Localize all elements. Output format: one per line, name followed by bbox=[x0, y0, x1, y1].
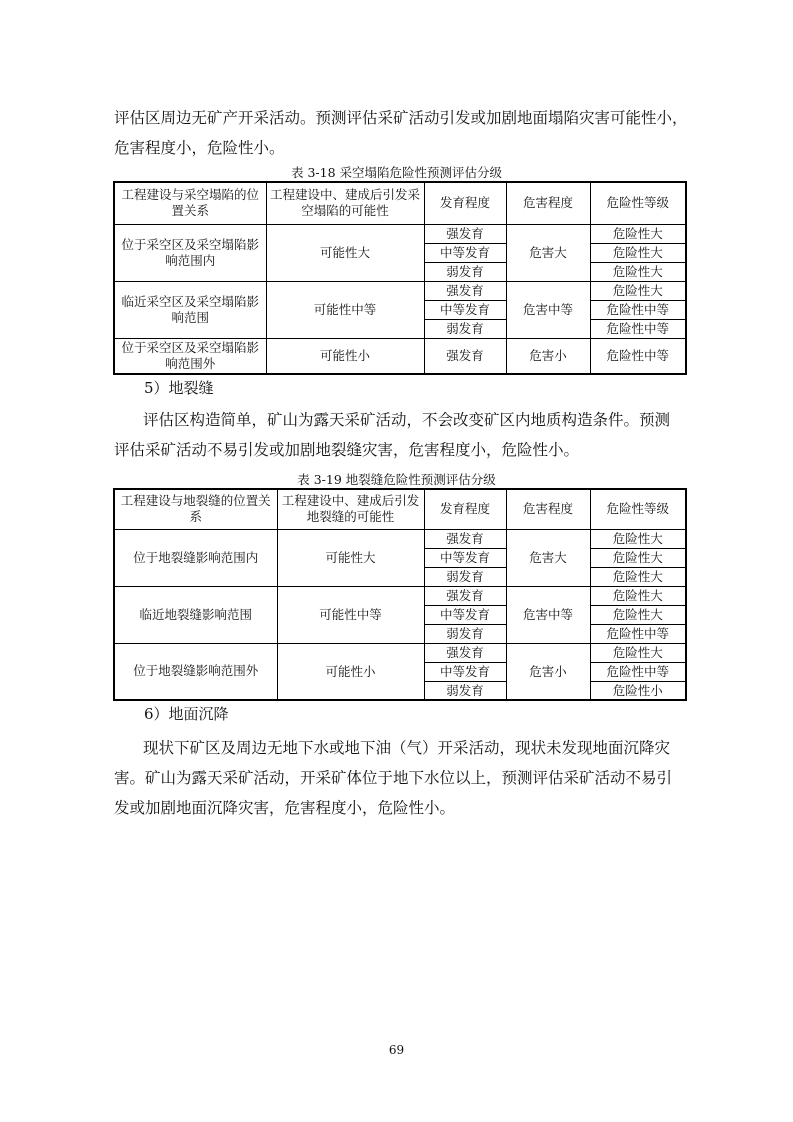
development-cell: 弱发育 bbox=[424, 319, 506, 338]
harm-cell: 危害中等 bbox=[506, 281, 590, 338]
harm-cell: 危害中等 bbox=[506, 586, 590, 643]
possibility-cell: 可能性中等 bbox=[277, 586, 424, 643]
intro-line-2: 危害程度小，危险性小。 bbox=[114, 139, 285, 157]
development-cell: 弱发育 bbox=[424, 681, 506, 700]
table-row bbox=[114, 586, 686, 605]
development-cell: 强发育 bbox=[424, 224, 506, 243]
table-3-18 bbox=[113, 181, 687, 375]
table-row bbox=[114, 529, 686, 548]
possibility-cell: 可能性中等 bbox=[266, 281, 424, 338]
possibility-cell: 可能性小 bbox=[266, 338, 424, 374]
development-cell: 弱发育 bbox=[424, 567, 506, 586]
possibility-cell: 可能性大 bbox=[266, 224, 424, 281]
possibility-cell: 可能性大 bbox=[277, 529, 424, 586]
section-5-line-1: 评估区构造简单，矿山为露天采矿活动，不会改变矿区内地质构造条件。预测 bbox=[143, 411, 671, 429]
risk-cell: 危险性中等 bbox=[590, 319, 686, 338]
header-cell: 工程建设与地裂缝的位置关系 bbox=[114, 489, 277, 529]
header-cell: 危险性等级 bbox=[590, 489, 686, 529]
section-6-line-3: 发或加剧地面沉降灾害，危害程度小，危险性小。 bbox=[114, 799, 456, 817]
table-row bbox=[114, 281, 686, 300]
header-row bbox=[114, 182, 686, 224]
position-cell: 临近地裂缝影响范围 bbox=[114, 586, 277, 643]
intro-paragraph bbox=[114, 103, 689, 163]
harm-cell: 危害大 bbox=[506, 529, 590, 586]
risk-cell: 危险性中等 bbox=[590, 662, 686, 681]
development-cell: 强发育 bbox=[424, 586, 506, 605]
risk-cell: 危险性大 bbox=[590, 548, 686, 567]
harm-cell: 危害小 bbox=[506, 643, 590, 700]
section-6-line-2: 害。矿山为露天采矿活动，开采矿体位于地下水位以上，预测评估采矿活动不易引 bbox=[114, 769, 673, 787]
table-row bbox=[114, 338, 686, 374]
development-cell: 中等发育 bbox=[424, 243, 506, 262]
risk-cell: 危险性大 bbox=[590, 224, 686, 243]
header-cell: 危险性等级 bbox=[590, 182, 686, 224]
harm-cell: 危害大 bbox=[506, 224, 590, 281]
position-cell: 位于地裂缝影响范围内 bbox=[114, 529, 277, 586]
section-5-line-2: 评估采矿活动不易引发或加剧地裂缝灾害，危害程度小，危险性小。 bbox=[114, 441, 580, 459]
development-cell: 弱发育 bbox=[424, 262, 506, 281]
section-5-paragraph bbox=[114, 405, 718, 465]
header-cell: 工程建设中、建成后引发采空塌陷的可能性 bbox=[266, 182, 424, 224]
header-cell: 危害程度 bbox=[506, 182, 590, 224]
risk-cell: 危险性大 bbox=[590, 567, 686, 586]
header-cell: 发育程度 bbox=[424, 182, 506, 224]
header-cell: 工程建设中、建成后引发地裂缝的可能性 bbox=[277, 489, 424, 529]
development-cell: 强发育 bbox=[424, 281, 506, 300]
development-cell: 中等发育 bbox=[424, 548, 506, 567]
header-cell: 工程建设与采空塌陷的位置关系 bbox=[114, 182, 266, 224]
intro-line-1: 评估区周边无矿产开采活动。预测评估采矿活动引发或加剧地面塌陷灾害可能性小， bbox=[114, 109, 688, 127]
section-5-heading: 5）地裂缝 bbox=[144, 379, 214, 397]
risk-cell: 危险性中等 bbox=[590, 624, 686, 643]
header-cell: 发育程度 bbox=[424, 489, 506, 529]
risk-cell: 危险性小 bbox=[590, 681, 686, 700]
risk-cell: 危险性大 bbox=[590, 586, 686, 605]
page-number: 69 bbox=[388, 1043, 405, 1057]
risk-cell: 危险性大 bbox=[590, 529, 686, 548]
position-cell: 位于采空区及采空塌陷影响范围内 bbox=[114, 224, 266, 281]
header-cell: 危害程度 bbox=[506, 489, 590, 529]
development-cell: 中等发育 bbox=[424, 605, 506, 624]
section-6-paragraph bbox=[114, 733, 718, 823]
harm-cell: 危害小 bbox=[506, 338, 590, 374]
development-cell: 中等发育 bbox=[424, 300, 506, 319]
development-cell: 强发育 bbox=[424, 529, 506, 548]
risk-cell: 危险性大 bbox=[590, 605, 686, 624]
risk-cell: 危险性中等 bbox=[590, 300, 686, 319]
development-cell: 强发育 bbox=[424, 338, 506, 374]
table-row bbox=[114, 643, 686, 662]
development-cell: 弱发育 bbox=[424, 624, 506, 643]
table-3-19 bbox=[113, 488, 687, 701]
section-6-line-1: 现状下矿区及周边无地下水或地下油（气）开采活动，现状未发现地面沉降灾 bbox=[143, 739, 671, 757]
risk-cell: 危险性大 bbox=[590, 262, 686, 281]
risk-cell: 危险性中等 bbox=[590, 338, 686, 374]
table-3-19-caption: 表 3-19 地裂缝危险性预测评估分级 bbox=[297, 472, 496, 487]
header-row bbox=[114, 489, 686, 529]
development-cell: 中等发育 bbox=[424, 662, 506, 681]
position-cell: 位于地裂缝影响范围外 bbox=[114, 643, 277, 700]
possibility-cell: 可能性小 bbox=[277, 643, 424, 700]
table-row bbox=[114, 224, 686, 243]
position-cell: 位于采空区及采空塌陷影响范围外 bbox=[114, 338, 266, 374]
risk-cell: 危险性大 bbox=[590, 281, 686, 300]
risk-cell: 危险性大 bbox=[590, 643, 686, 662]
table-3-18-caption: 表 3-18 采空塌陷危险性预测评估分级 bbox=[290, 165, 503, 180]
development-cell: 强发育 bbox=[424, 643, 506, 662]
section-6-heading: 6）地面沉降 bbox=[144, 705, 229, 723]
position-cell: 临近采空区及采空塌陷影响范围 bbox=[114, 281, 266, 338]
risk-cell: 危险性大 bbox=[590, 243, 686, 262]
